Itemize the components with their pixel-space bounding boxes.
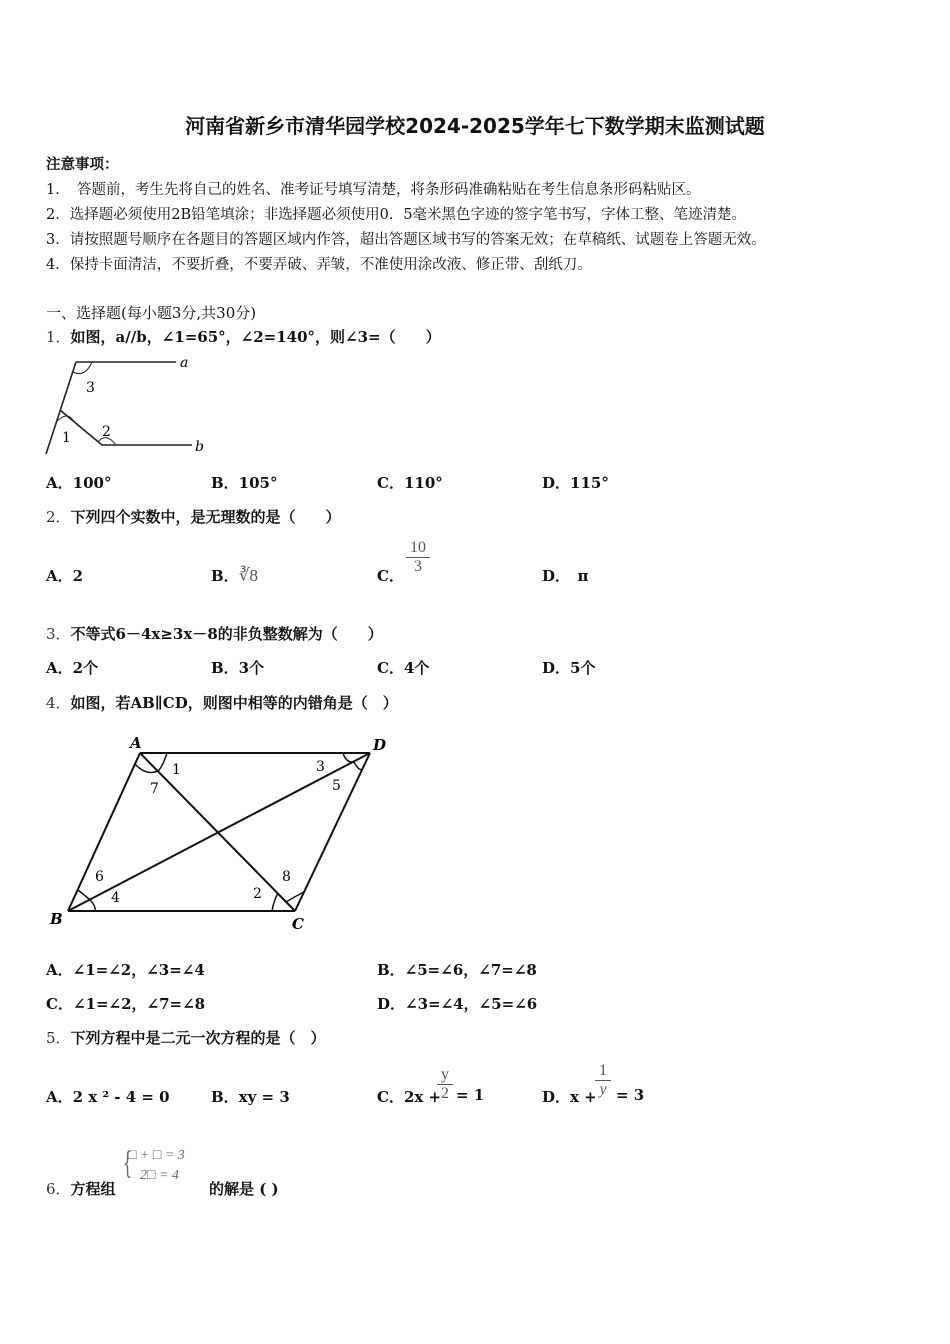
q2-option-c-fraction [406, 539, 430, 576]
numerator: 10 [410, 539, 426, 556]
q5-option-d-suffix: = 3 [616, 1086, 645, 1104]
segment-CD [295, 753, 370, 911]
label-7: 7 [150, 781, 159, 797]
label-a: a [180, 355, 189, 371]
question-4 [46, 692, 398, 713]
label-D: D [373, 736, 387, 754]
q4-option-b: B．∠5=∠6，∠7=∠8 [377, 961, 537, 979]
question-text: 方程组 [70, 1180, 116, 1198]
question-3 [46, 623, 383, 644]
q4-option-a: A．∠1=∠2，∠3=∠4 [46, 961, 205, 979]
q5-option-c-prefix: C．2x + [377, 1088, 442, 1106]
notice-item-1: 1． 答题前，考生先将自己的姓名、准考证号填写清楚，将条形码准确粘贴在考生信息条形码粘贴区。 [46, 182, 701, 198]
q3-option-c: C．4个 [377, 659, 430, 677]
option-label: B． [211, 567, 239, 585]
label-1: 1 [62, 430, 71, 446]
label-C: C [292, 915, 304, 933]
label-3: 3 [86, 380, 95, 396]
q4-option-c: C．∠1=∠2，∠7=∠8 [46, 995, 206, 1013]
denominator: 3 [414, 558, 422, 575]
denominator: y [599, 1081, 607, 1098]
label-1: 1 [172, 762, 181, 778]
q5-option-d-prefix: D．x + [542, 1088, 597, 1106]
label-4: 4 [111, 890, 120, 906]
notice-item-3: 3．请按照题号顺序在各题目的答题区域内作答，超出答题区域书写的答案无效；在草稿纸、试题卷上答题无效。 [46, 232, 766, 248]
label-B: B [50, 910, 63, 928]
segment-AB [68, 753, 140, 911]
q1-option-d: D．115° [542, 474, 609, 492]
question-number: 1． [46, 328, 71, 346]
section-heading: 一、选择题(每小题3分,共30分) [46, 304, 257, 322]
q5-option-a: A．2 x ² - 4 = 0 [46, 1088, 170, 1106]
denominator: 2 [441, 1085, 449, 1102]
question-5 [46, 1027, 326, 1048]
question-1 [46, 326, 441, 347]
label-b: b [195, 439, 204, 455]
q2-option-a: A．2 [46, 567, 84, 585]
q1-figure [40, 350, 215, 460]
question-number: 3． [46, 625, 71, 643]
label-2: 2 [253, 886, 262, 902]
q4-figure [40, 728, 400, 938]
equation-system [128, 1146, 185, 1186]
label-5: 5 [332, 778, 341, 794]
q5-option-b: B．xy = 3 [211, 1088, 290, 1106]
angle-4-arc [90, 900, 95, 911]
label-8: 8 [282, 869, 291, 885]
page-title: 河南省新乡市清华园学校2024-2025学年七下数学期末监测试题 [185, 114, 765, 138]
question-text: 如图，a//b，∠1=65°，∠2=140°，则∠3=（ ） [70, 328, 441, 346]
q1-option-a: A．100° [46, 474, 112, 492]
equation-2: 2□ = 4 [140, 1168, 179, 1183]
label-A: A [130, 734, 142, 752]
q3-option-b: B．3个 [211, 659, 265, 677]
q5-option-c-fraction [437, 1066, 453, 1103]
angle-6-arc [78, 890, 90, 900]
numerator: 1 [599, 1062, 607, 1079]
question-number: 6． [46, 1180, 71, 1198]
diagonal-BD [68, 753, 370, 911]
question-6-suffix: 的解是 ( ) [209, 1180, 279, 1198]
angle-3-arc [343, 753, 354, 762]
q1-option-b: B．105° [211, 474, 278, 492]
q2-option-b [211, 565, 258, 586]
equation-1: □ + □ = 3 [128, 1148, 185, 1163]
label-6: 6 [95, 869, 104, 885]
question-text: 如图，若AB∥CD，则图中相等的内错角是（ ） [70, 694, 398, 712]
q5-option-d-fraction [595, 1062, 611, 1099]
notice-item-2: 2．选择题必须使用2B铅笔填涂；非选择题必须使用0．5毫米黑色字迹的签字笔书写，字体工整、笔迹清楚。 [46, 207, 747, 223]
question-number: 4． [46, 694, 71, 712]
numerator: y [441, 1066, 449, 1083]
question-6-prefix [46, 1178, 116, 1199]
q1-option-c: C．110° [377, 474, 443, 492]
q5-option-c-suffix: = 1 [456, 1086, 485, 1104]
transversal-line [46, 362, 76, 454]
question-number: 2． [46, 508, 71, 526]
question-number: 5． [46, 1029, 71, 1047]
q3-option-d: D．5个 [542, 659, 596, 677]
label-2: 2 [102, 424, 111, 440]
question-2 [46, 506, 341, 527]
notice-heading: 注意事项： [46, 156, 119, 173]
question-text: 不等式6－4x≥3x－8的非负整数解为（ ） [70, 625, 383, 643]
q2-option-c-label: C． [377, 567, 404, 585]
notice-item-4: 4．保持卡面清洁，不要折叠，不要弄破、弄皱，不准使用涂改液、修正带、刮纸刀。 [46, 257, 592, 273]
cube-root-8: ∛8 [238, 566, 259, 585]
q3-option-a: A．2个 [46, 659, 99, 677]
q2-option-d: D． π [542, 567, 589, 585]
angle-2-arc [272, 893, 278, 911]
question-text: 下列四个实数中，是无理数的是（ ） [70, 508, 341, 526]
q4-option-d: D．∠3=∠4，∠5=∠6 [377, 995, 538, 1013]
brace-icon: { [122, 1146, 133, 1181]
angle-1-arc [158, 753, 167, 771]
label-3: 3 [316, 759, 325, 775]
question-text: 下列方程中是二元一次方程的是（ ） [70, 1029, 326, 1047]
